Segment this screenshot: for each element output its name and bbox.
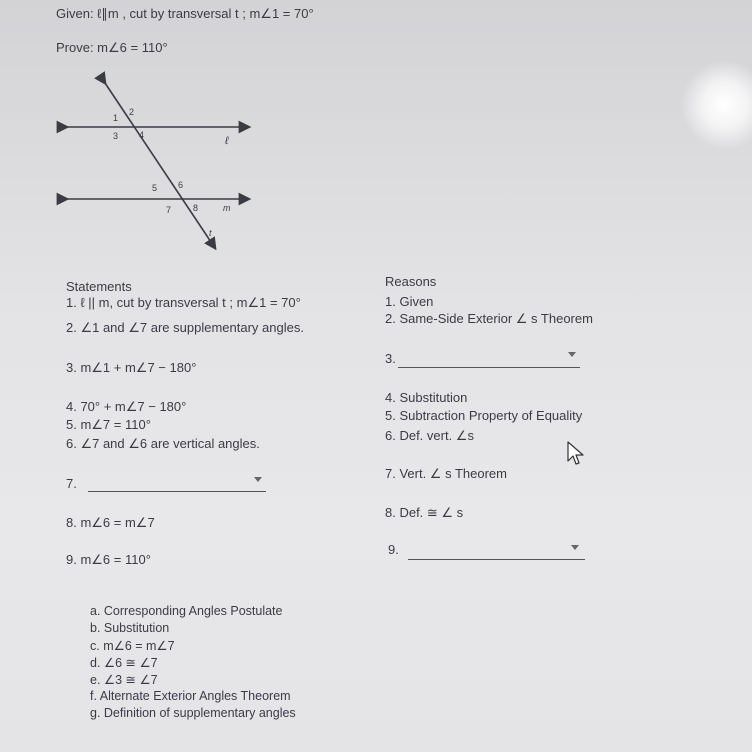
option-b: b. Substitution [90, 621, 170, 635]
reason-4: 4. Substitution [385, 390, 468, 405]
statements-header: Statements [66, 279, 132, 294]
statement-3: 3. m∠1 + m∠7 − 180° [66, 360, 197, 375]
reasons-header: Reasons [385, 274, 437, 289]
chevron-down-icon [568, 352, 576, 357]
mouse-pointer-icon [566, 441, 586, 467]
angle-label-3: 3 [113, 131, 119, 141]
reason-1: 1. Given [385, 294, 434, 309]
option-a: a. Corresponding Angles Postulate [90, 604, 283, 618]
chevron-down-icon [254, 477, 262, 482]
option-f: f. Alternate Exterior Angles Theorem [90, 689, 291, 703]
prove-text: Prove: m∠6 = 110° [56, 40, 168, 55]
statement-7-dropdown[interactable] [88, 472, 266, 492]
angle-label-4: 4 [139, 130, 145, 140]
angle-label-1: 1 [113, 113, 119, 123]
line-t [103, 80, 213, 245]
statement-7: 7. [66, 476, 77, 491]
parallel-lines-diagram [55, 70, 255, 250]
option-e: e. ∠3 ≅ ∠7 [90, 673, 158, 687]
statement-5: 5. m∠7 = 110° [66, 417, 151, 432]
given-text: Given: ℓ∥m , cut by transversal t ; m∠1 = 70° [56, 6, 314, 21]
reason-6: 6. Def. vert. ∠s [385, 428, 474, 443]
line-l-label: ℓ [225, 135, 229, 147]
statement-1: 1. ℓ || m, cut by transversal t ; m∠1 = 70° [66, 295, 301, 310]
statement-7-underline [88, 491, 266, 492]
reason-7: 7. Vert. ∠ s Theorem [385, 466, 507, 481]
chevron-down-icon [571, 545, 579, 550]
option-g: g. Definition of supplementary angles [90, 706, 296, 720]
statement-2: 2. ∠1 and ∠7 are supplementary angles. [66, 320, 304, 335]
angle-label-8: 8 [193, 203, 199, 213]
reason-8: 8. Def. ≅ ∠ s [385, 505, 464, 520]
angle-label-5: 5 [152, 183, 158, 193]
statement-4: 4. 70° + m∠7 − 180° [66, 399, 187, 414]
reason-9-underline [408, 559, 585, 560]
angle-label-2: 2 [129, 107, 135, 117]
line-t-label: t [209, 228, 212, 238]
reason-3-underline [398, 367, 580, 368]
reason-9-dropdown[interactable] [408, 540, 585, 560]
line-m-label: m [223, 203, 231, 213]
reason-2: 2. Same-Side Exterior ∠ s Theorem [385, 311, 593, 326]
reason-3: 3. [385, 351, 396, 366]
option-d: d. ∠6 ≅ ∠7 [90, 656, 158, 670]
option-c: c. m∠6 = m∠7 [90, 639, 175, 653]
statement-8: 8. m∠6 = m∠7 [66, 515, 155, 530]
statement-6: 6. ∠7 and ∠6 are vertical angles. [66, 436, 260, 451]
reason-9: 9. [388, 542, 399, 557]
reason-3-dropdown[interactable] [398, 348, 580, 368]
statement-9: 9. m∠6 = 110° [66, 552, 151, 567]
reason-5: 5. Subtraction Property of Equality [385, 408, 583, 423]
angle-label-6: 6 [178, 180, 184, 190]
angle-label-7: 7 [166, 205, 172, 215]
